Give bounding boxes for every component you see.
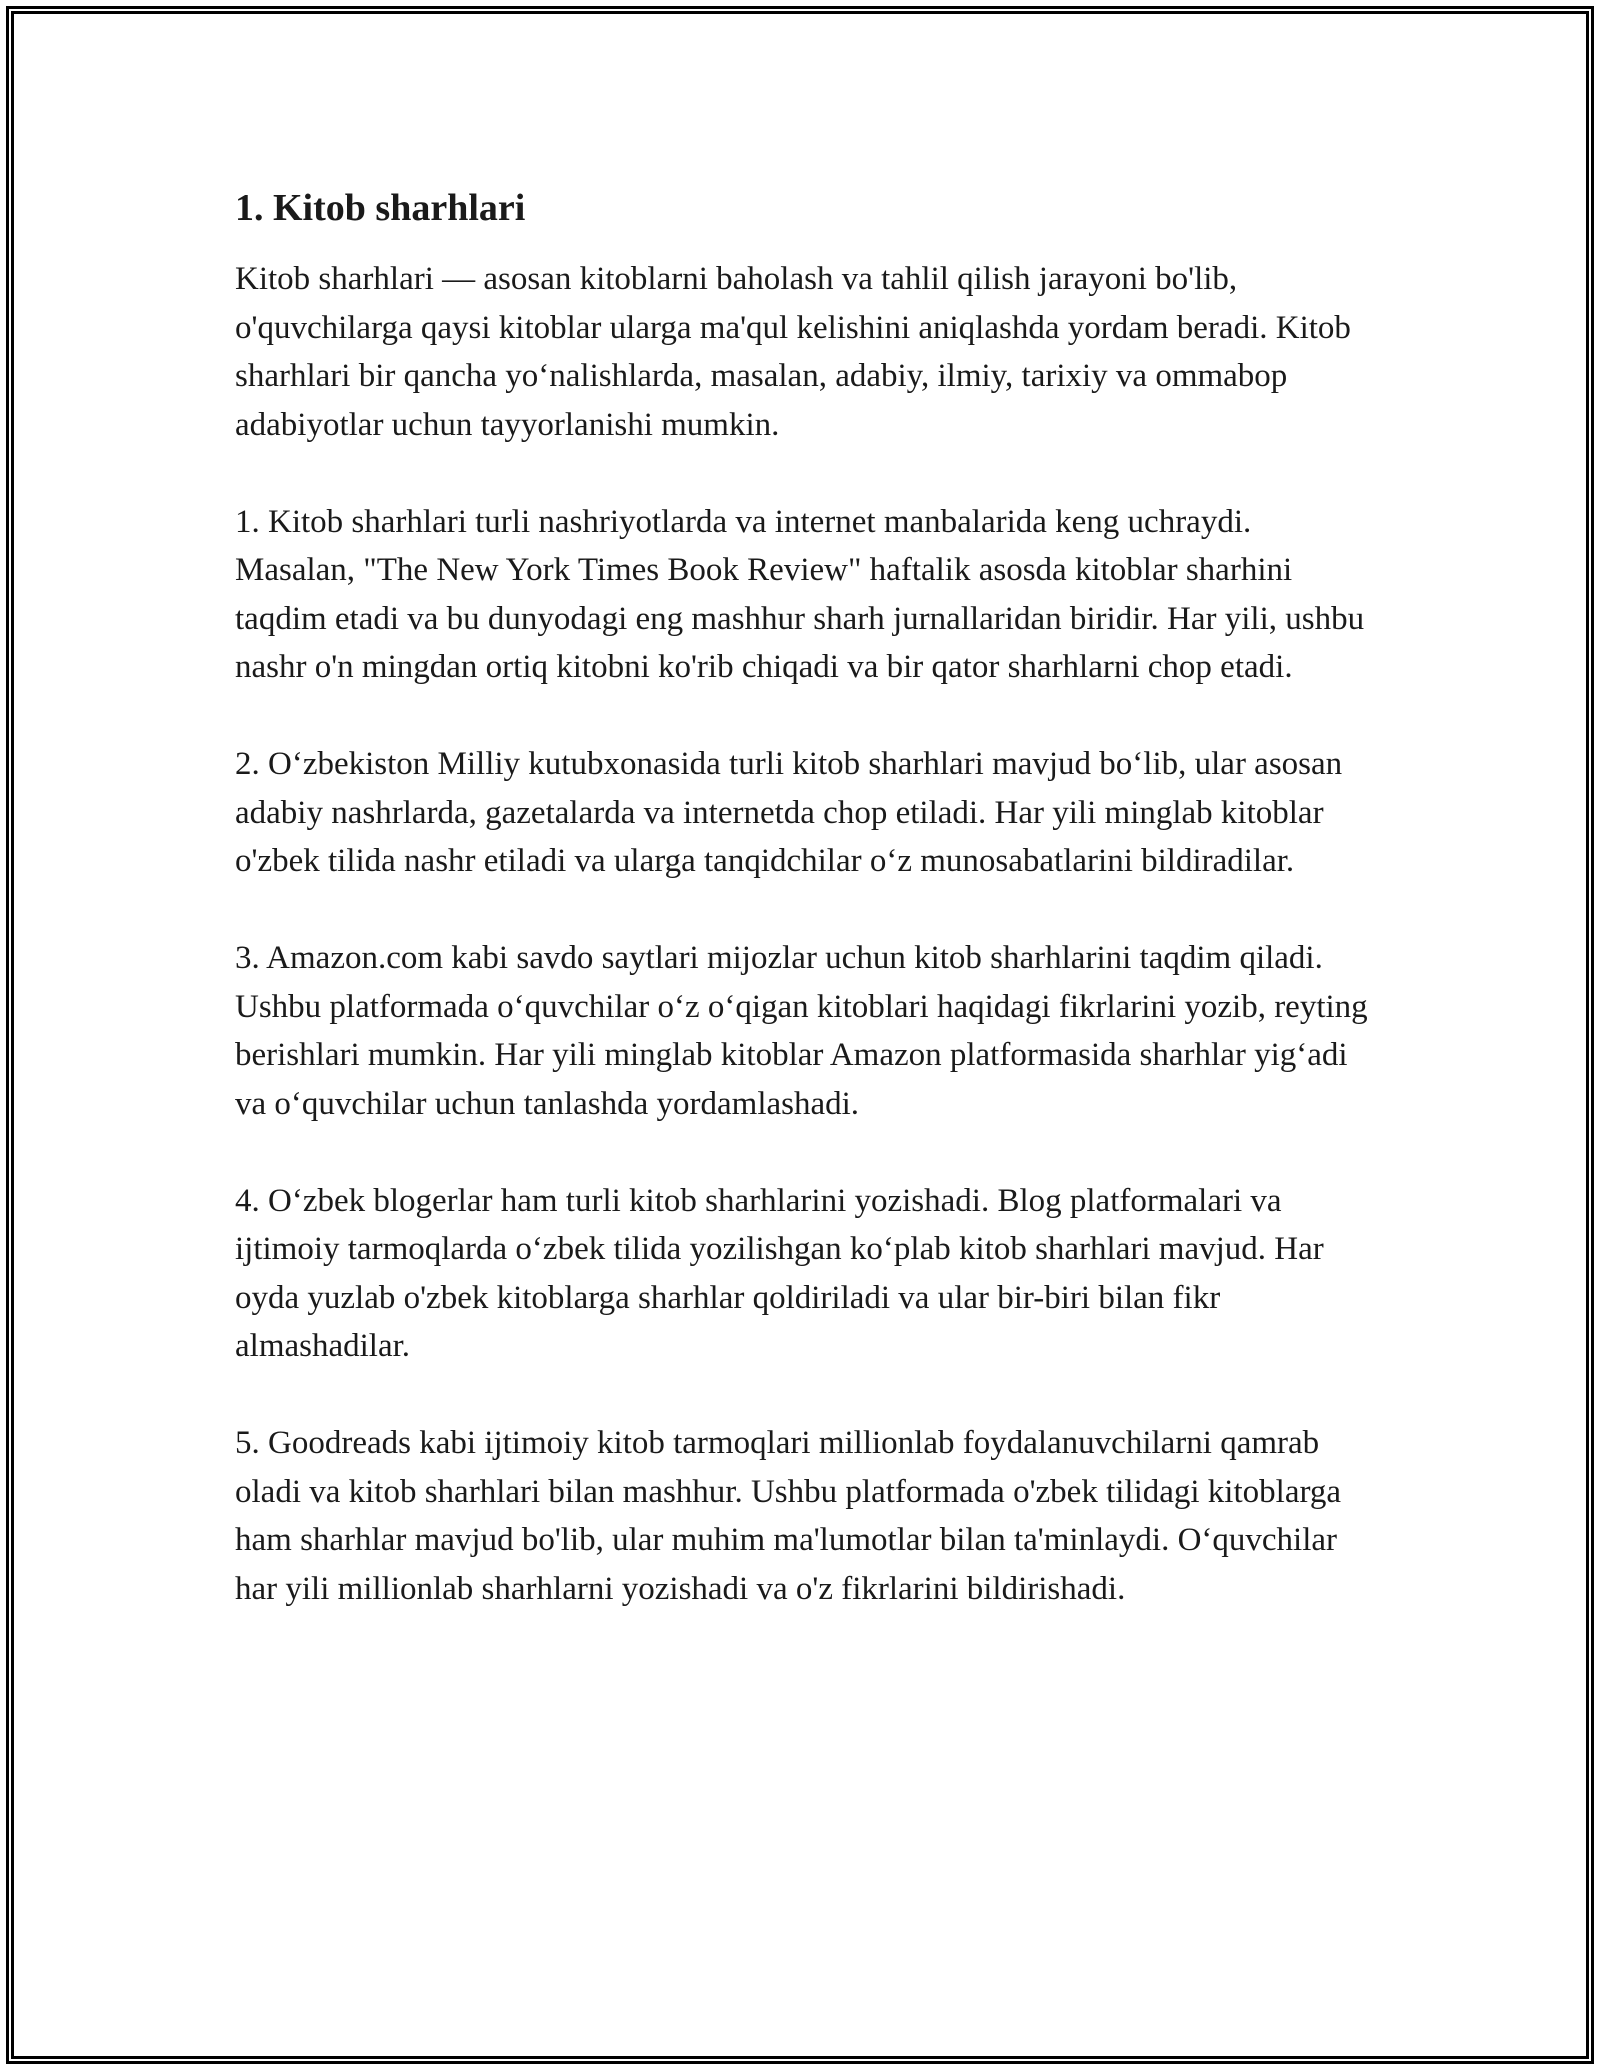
paragraph-4: 4. O‘zbek blogerlar ham turli kitob sharhlarini yozishadi. Blog platformalari va ijtimoiy tarmoqlarda o‘zbek tilida yozilishgan ko‘plab kitob sharhlari mavjud. Har oyda yuzlab o'zbek kitoblarga sharhlar qoldiriladi va ular bir-biri bilan fikr almashadilar. [235,1182,1324,1364]
document-body [235,183,1375,1662]
paragraph-3: 3. Amazon.com kabi savdo saytlari mijozlar uchun kitob sharhlarini taqdim qiladi. Ushbu platformada o‘quvchilar o‘z o‘qigan kitoblari haqidagi fikrlarini yozib, reyting berishlari mumkin. Har yili minglab kitoblar Amazon platformasida sharhlar yig‘adi va o‘quvchilar uchun tanlashda yordamlashadi. [235,940,1368,1122]
paragraph-1: 1. Kitob sharhlari turli nashriyotlarda va internet manbalarida keng uchraydi. Masalan, "The New York Times Book Review" haftalik asosda kitoblar sharhini taqdim etadi va bu dunyodagi eng mashhur sharh jurnallaridan biridir. Har yili, ushbu nashr o'n mingdan ortiq kitobni ko'rib chiqadi va bir qator sharhlarni chop etadi. [235,503,1365,685]
paragraph-2: 2. O‘zbekiston Milliy kutubxonasida turli kitob sharhlari mavjud bo‘lib, ular asosan adabiy nashrlarda, gazetalarda va internetda chop etiladi. Har yili minglab kitoblar o'zbek tilida nashr etiladi va ularga tanqidchilar o‘z munosabatlarini bildiradilar. [235,746,1343,879]
paragraph-5: 5. Goodreads kabi ijtimoiy kitob tarmoqlari millionlab foydalanuvchilarni qamrab oladi va kitob sharhlari bilan mashhur. Ushbu platformada o'zbek tilidagi kitoblarga ham sharhlar mavjud bo'lib, ular muhim ma'lumotlar bilan ta'minlaydi. O‘quvchilar har yili millionlab sharhlarni yozishadi va o'z fikrlarini bildirishadi. [235,1425,1341,1607]
intro-paragraph: Kitob sharhlari — asosan kitoblarni baholash va tahlil qilish jarayoni bo'lib, o'quvchilarga qaysi kitoblar ularga ma'qul kelishini aniqlashda yordam beradi. Kitob sharhlari bir qancha yo‘nalishlarda, masalan, adabiy, ilmiy, tarixiy va ommabop adabiyotlar uchun tayyorlanishi mumkin. [235,261,1351,443]
section-heading: 1. Kitob sharhlari [235,187,526,229]
